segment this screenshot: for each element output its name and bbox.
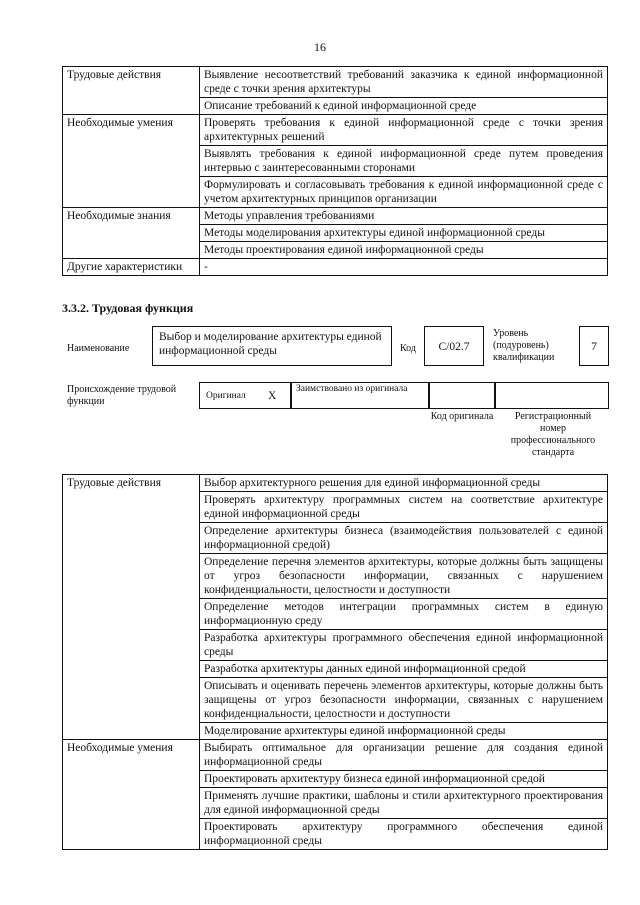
row-category: Необходимые знания [63, 208, 200, 259]
competency-table-1 [62, 66, 608, 276]
table-cell: Разработка архитектуры данных единой информационной средой [200, 661, 608, 678]
row-category: Трудовые действия [63, 475, 200, 740]
table-row [63, 475, 608, 492]
table-cell: Проектировать архитектуру бизнеса единой информационной средой [200, 771, 608, 788]
level-value: 7 [591, 341, 597, 353]
borrowed-label: Заимствовано из оригинала [296, 384, 408, 394]
level-label: Уровень (подуровень) квалификации [493, 328, 555, 363]
original-label: Оригинал [206, 391, 246, 401]
table-cell: Методы моделирования архитектуры единой информационной среды [200, 225, 608, 242]
table-cell: Проверять архитектуру программных систем на соответствие архитектуре единой информационной среды [200, 492, 608, 523]
table-cell: Определение методов интеграции программных систем в единую информационную среду [200, 599, 608, 630]
original-mark: X [268, 390, 277, 402]
table-cell: Применять лучшие практики, шаблоны и стили архитектурного проектирования для единой информационной среды [200, 788, 608, 819]
original-code-caption: Код оригинала [430, 411, 494, 422]
row-category: Другие характеристики [63, 259, 200, 276]
table-cell: Определение архитектуры бизнеса (взаимодействия пользователей с единой информационной средой) [200, 523, 608, 554]
original-code-box [429, 382, 495, 409]
borrowed-box [291, 382, 429, 409]
registration-number-box [495, 382, 609, 409]
function-name: Выбор и моделирование архитектуры единой информационной среды [159, 331, 382, 357]
table-row [63, 740, 608, 771]
table-cell: Выбирать оптимальное для организации решение для создания единой информационной среды [200, 740, 608, 771]
row-category: Трудовые действия [63, 67, 200, 115]
table-cell: Выявлять требования к единой информационной среде путем проведения интервью с заинтересованными сторонами [200, 146, 608, 177]
table-cell: - [200, 259, 608, 276]
table-cell: Выявление несоответствий требований заказчика к единой информационной среде с точки зрения архитектуры [200, 67, 608, 98]
table-row [63, 259, 608, 276]
table-cell: Методы проектирования единой информационной среды [200, 242, 608, 259]
table-row [63, 115, 608, 146]
competency-table-2 [62, 474, 608, 850]
code-label: Код [400, 343, 416, 354]
name-label: Наименование [67, 343, 130, 354]
table-cell: Проектировать архитектуру программного обеспечения единой информационной среды [200, 819, 608, 850]
table-cell: Формулировать и согласовывать требования к единой информационной среде с учетом архитектурных принципов организации [200, 177, 608, 208]
level-box [579, 326, 609, 366]
table-cell: Описание требований к единой информационной среде [200, 98, 608, 115]
table-cell: Описывать и оценивать перечень элементов архитектуры, которые должны быть защищены от угроз безопасности информации, связанных с нарушением конфиденциальности, целостности и доступности [200, 678, 608, 723]
table-cell: Проверять требования к единой информационной среде с точки зрения архитектурных решений [200, 115, 608, 146]
table-row [63, 208, 608, 225]
section-heading: 3.3.2. Трудовая функция [62, 301, 194, 315]
function-code-box [424, 326, 484, 366]
table-cell: Определение перечня элементов архитектуры, которые должны быть защищены от угроз безопасности информации, связанных с нарушением конфиденциальности, целостности и доступности [200, 554, 608, 599]
table-cell: Методы управления требованиями [200, 208, 608, 225]
original-box [199, 382, 291, 409]
table-cell: Разработка архитектуры программного обеспечения единой информационной среды [200, 630, 608, 661]
table-cell: Выбор архитектурного решения для единой информационной среды [200, 475, 608, 492]
row-category: Необходимые умения [63, 115, 200, 208]
table-cell: Моделирование архитектуры единой информационной среды [200, 723, 608, 740]
page-number: 16 [314, 40, 326, 54]
function-code: C/02.7 [438, 341, 470, 353]
row-category: Необходимые умения [63, 740, 200, 850]
registration-caption: Регистрационный номер профессионального стандарта [510, 411, 596, 458]
origin-label: Происхождение трудовой функции [67, 384, 177, 407]
function-name-box [152, 326, 392, 366]
table-row [63, 67, 608, 98]
